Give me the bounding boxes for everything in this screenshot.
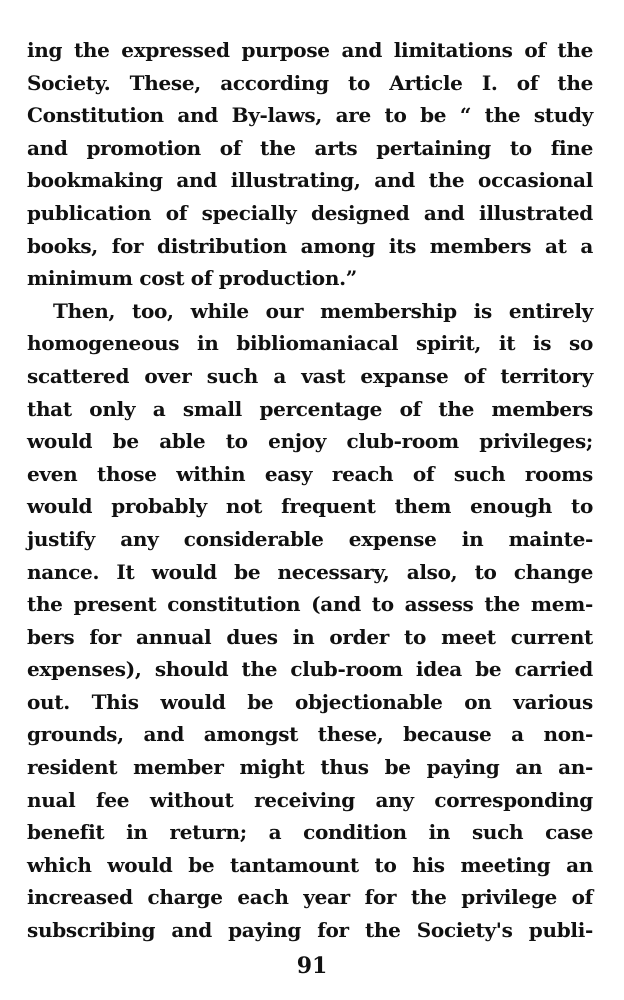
page-number: 91 — [296, 953, 328, 979]
text-line: scattered over such a vast expanse of territory — [27, 363, 593, 388]
text-line: the present constitution (and to assess the mem- — [27, 592, 593, 617]
text-line: bers for annual dues in order to meet current — [27, 624, 593, 649]
text-line: resident member might thus be paying an an- — [27, 755, 593, 780]
text-line: books, for distribution among its members at a — [27, 233, 593, 258]
text-line: even those within easy reach of such rooms — [27, 461, 593, 486]
page-body — [27, 34, 593, 947]
text-line: Constitution and By-laws, are to be “ the study — [27, 103, 593, 128]
text-line: homogeneous in bibliomaniacal spirit, it is so — [27, 331, 593, 356]
text-line: Then, too, while our membership is entirely — [53, 298, 593, 323]
text-line: grounds, and amongst these, because a non- — [27, 722, 593, 747]
text-line: would be able to enjoy club-room privileges; — [27, 429, 593, 454]
text-line: which would be tantamount to his meeting an — [27, 852, 593, 877]
text-line: nual fee without receiving any corresponding — [27, 787, 593, 812]
text-line: ing the expressed purpose and limitations of the — [27, 38, 593, 62]
text-line: minimum cost of production.” — [27, 266, 357, 291]
text-line: out. This would be objectionable on various — [27, 689, 593, 714]
text-line: justify any considerable expense in mainte- — [27, 526, 593, 551]
text-line: increased charge each year for the privilege of — [27, 885, 593, 910]
text-line: Society. These, according to Article I. of the — [27, 70, 593, 95]
text-line: would probably not frequent them enough to — [27, 494, 593, 519]
text-line: bookmaking and illustrating, and the occasional — [27, 168, 593, 193]
text-line: publication of specially designed and illustrated — [27, 200, 593, 225]
text-line: expenses), should the club-room idea be carried — [27, 657, 593, 682]
text-line: nance. It would be necessary, also, to change — [27, 559, 593, 584]
text-line: subscribing and paying for the Society's publi- — [27, 918, 593, 943]
text-line: and promotion of the arts pertaining to fine — [27, 135, 593, 160]
text-line: benefit in return; a condition in such case — [27, 820, 593, 845]
text-line: that only a small percentage of the members — [27, 396, 593, 421]
